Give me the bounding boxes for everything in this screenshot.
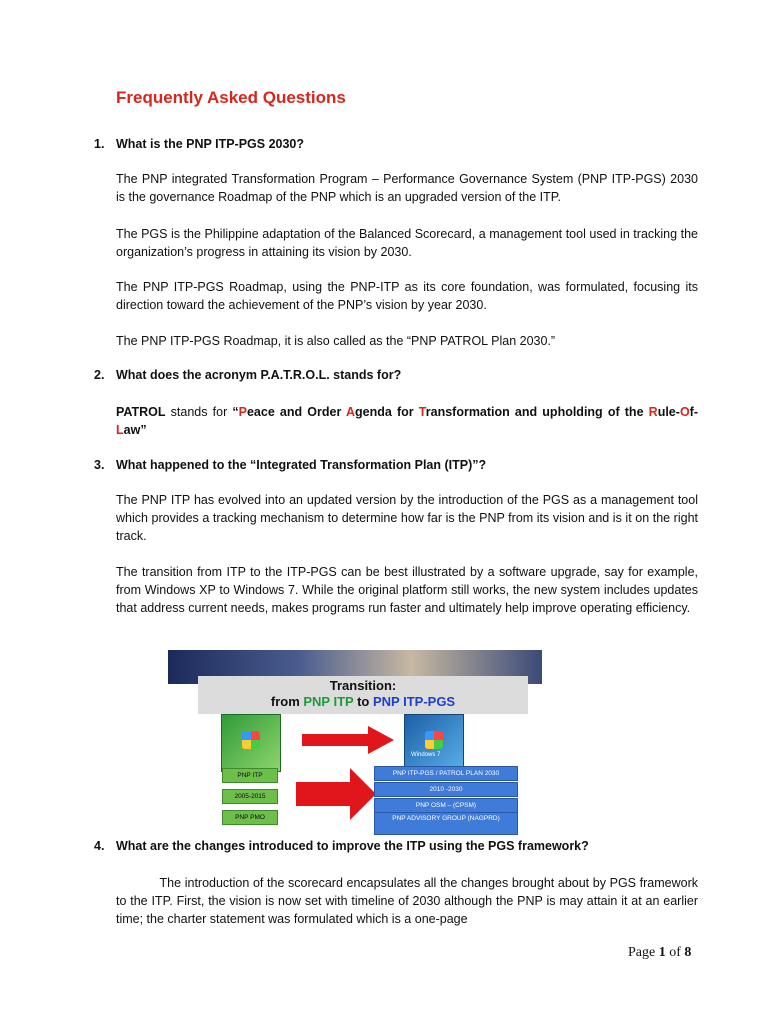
paragraph: The PNP ITP-PGS Roadmap, using the PNP-ITP as its core foundation, was formulated, focusing its direction toward the achievement of the PNP’s vision by year 2030.	[116, 280, 698, 312]
acronym-word: genda for	[355, 405, 419, 419]
figure-old: PNP ITP	[303, 694, 354, 709]
question-2	[94, 368, 401, 382]
acronym-letter: P	[238, 405, 247, 419]
windows-7-box-image	[404, 714, 464, 772]
right-label: 2010 -2030	[374, 782, 518, 797]
patrol-stands-for: stands for	[165, 405, 233, 419]
question-1	[94, 137, 304, 151]
paragraph: The introduction of the scorecard encapsulates all the changes brought about by PGS framework to the ITP. First, the vision is now set with timeline of 2030 although the PNP is may attain it at an earlier time; the charter statement was formulated which is a one-page	[116, 876, 698, 926]
figure-title-line2	[198, 694, 528, 710]
left-label: 2005-2015	[222, 789, 278, 804]
question-text: What happened to the “Integrated Transformation Plan (ITP)”?	[116, 458, 487, 472]
arrow-right-icon	[350, 768, 376, 820]
question-number: 1.	[94, 137, 105, 151]
paragraph: The PNP ITP has evolved into an updated version by the introduction of the PGS as a management tool which provides a tracking mechanism to determine how far is the PNP from its vision and is it on the right track.	[116, 493, 698, 543]
acronym-letter: R	[648, 405, 658, 419]
figure-to: to	[353, 694, 373, 709]
question-text: What are the changes introduced to improve the ITP using the PGS framework?	[116, 839, 589, 853]
acronym-letter: T	[418, 405, 426, 419]
figure-title	[198, 676, 528, 714]
question-text: What does the acronym P.A.T.R.O.L. stands for?	[116, 368, 402, 382]
right-label: PNP ADVISORY GROUP (NAGPRD)	[374, 812, 518, 835]
close-quote: ”	[140, 423, 147, 437]
question-3	[94, 458, 486, 472]
paragraph: The PNP integrated Transformation Program – Performance Governance System (PNP ITP-PGS) 2030 is the governance Roadmap of the PNP which is an upgraded version of the ITP.	[116, 172, 698, 204]
transition-figure	[168, 650, 542, 830]
acronym-word: f-	[689, 405, 698, 419]
windows7-label: Windows 7	[411, 752, 441, 758]
right-label: PNP ITP-PGS / PATROL PLAN 2030	[374, 766, 518, 781]
patrol-definition	[116, 403, 698, 439]
paragraph: The transition from ITP to the ITP-PGS can be best illustrated by a software upgrade, say for example, from Windows XP to Windows 7. While the original platform still works, the new system includes updates that address current needs, makes programs run faster and ultimately help improve operating efficiency.	[116, 565, 698, 615]
question-4	[94, 839, 589, 853]
acronym-word: eace and Order	[246, 405, 346, 419]
acronym-letter: L	[116, 423, 124, 437]
arrow-upper-shaft	[302, 734, 368, 746]
page-title: Frequently Asked Questions	[116, 88, 346, 107]
acronym-word: aw	[123, 423, 141, 437]
left-label: PNP ITP	[222, 768, 278, 783]
patrol-lead: PATROL	[116, 405, 166, 419]
question-number: 4.	[94, 839, 105, 853]
acronym-letter: A	[346, 405, 356, 419]
windows-logo-icon	[242, 731, 260, 749]
page-footer	[628, 945, 691, 961]
question-text: What is the PNP ITP-PGS 2030?	[116, 137, 305, 151]
footer-of-word: of	[665, 945, 685, 960]
arrow-right-icon	[368, 726, 394, 754]
question-number: 3.	[94, 458, 105, 472]
open-quote: “	[232, 405, 239, 419]
acronym-word: ransformation and upholding of the	[425, 405, 649, 419]
current-page-number: 1	[658, 945, 666, 960]
footer-page-word: Page	[628, 945, 659, 960]
windows-logo-icon	[425, 731, 443, 749]
right-label: PNP OSM – (CPSM)	[374, 798, 518, 813]
figure-from: from	[270, 694, 304, 709]
figure-new: PNP ITP-PGS	[372, 694, 456, 709]
total-pages-number: 8	[684, 945, 692, 960]
acronym-word: ule-	[657, 405, 680, 419]
windows-xp-box-image	[221, 714, 281, 772]
paragraph: The PGS is the Philippine adaptation of the Balanced Scorecard, a management tool used in tracking the organization’s progress in attaining its vision by 2030.	[116, 227, 698, 259]
left-label: PNP PMO	[222, 810, 278, 825]
acronym-letter: O	[679, 405, 690, 419]
arrow-lower-shaft	[296, 782, 350, 806]
paragraph: The PNP ITP-PGS Roadmap, it is also called as the “PNP PATROL Plan 2030.”	[116, 334, 556, 348]
figure-title-line1: Transition:	[329, 678, 397, 693]
question-number: 2.	[94, 368, 105, 382]
